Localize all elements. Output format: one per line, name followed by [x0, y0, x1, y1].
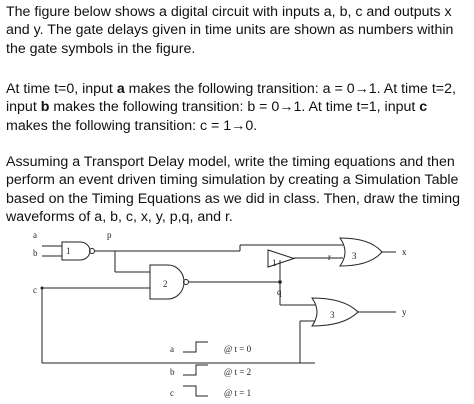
legend-signal-b: b [170, 367, 175, 377]
paragraph-task: Assuming a Transport Delay model, write the timing equations and then perform an event driven timing simulation by creating a Simulation Table based on the Timing Equations as we did in class. Then, draw the timing waveforms of a, b, c, x, y, p,q, and r. [6, 154, 460, 226]
delay-nand-pc: 2 [163, 279, 168, 289]
output-label-y: y [402, 307, 407, 317]
paragraph-intro: The figure below shows a digital circuit with inputs a, b, c and outputs x and y. The gate delays given in time units are shown as numbers within the gate symbols in the figure. [6, 4, 454, 57]
legend-signal-a: a [170, 344, 174, 354]
p2-bold-a: a [116, 81, 125, 97]
p2-text-2: makes the following transition: a = 0→1. At time t=2, input [6, 81, 456, 116]
delay-or-x: 3 [352, 251, 357, 261]
or-gate-y [312, 298, 358, 326]
node-label-q: q [277, 287, 282, 297]
p2-bold-c: c [419, 99, 428, 116]
legend-time-c: @ t = 1 [224, 388, 252, 398]
or-gate-x [340, 238, 382, 266]
delay-and-ab: 1 [66, 246, 71, 256]
rising-edge-a-icon [183, 342, 208, 352]
falling-edge-c-icon [183, 386, 208, 396]
input-label-c: c [33, 285, 37, 295]
rising-edge-b-icon [183, 365, 208, 375]
delay-or-y: 3 [330, 310, 335, 320]
paragraph-transitions [6, 80, 468, 135]
p2-text-4: makes the following transition: c = 1→0. [6, 117, 258, 134]
transition-legend [170, 342, 252, 398]
p2-text-1: At time t=0, input [6, 81, 117, 97]
node-label-r: r [328, 252, 331, 262]
delay-and-q: 1 [272, 258, 277, 268]
legend-time-b: @ t = 2 [224, 367, 252, 377]
circuit-diagram [0, 228, 474, 404]
legend-signal-c: c [170, 388, 174, 398]
node-label-p: p [107, 230, 112, 240]
output-label-x: x [402, 247, 407, 257]
input-label-b: b [33, 248, 38, 258]
nand-gate-pc [150, 265, 189, 299]
p2-bold-b: b [40, 99, 50, 116]
p2-text-3: makes the following transition: b = 0→1. At time t=1, input [49, 99, 420, 116]
legend-time-a: @ t = 0 [224, 344, 252, 354]
junction-c [41, 287, 44, 290]
input-label-a: a [33, 230, 37, 240]
